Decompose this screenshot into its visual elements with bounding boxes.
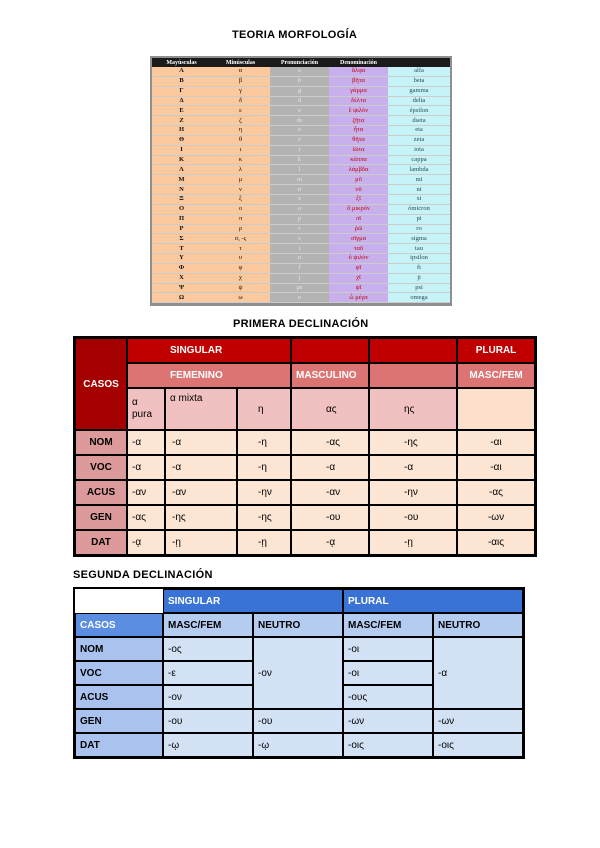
- alphabet-row: [152, 224, 450, 234]
- alphabet-pronunciation-cell: t: [270, 244, 329, 254]
- alphabet-pronunciation-cell: o: [270, 293, 329, 303]
- alphabet-transliteration-cell: fi: [388, 263, 450, 273]
- sg-masc-fem-cell: -ος: [163, 637, 253, 661]
- alphabet-uppercase-cell: Ε: [152, 106, 211, 116]
- alphabet-row: [152, 86, 450, 96]
- singular-header-spacer: [369, 338, 457, 363]
- alphabet-transliteration-cell: eta: [388, 126, 450, 136]
- primera-ending-cell: -α: [291, 455, 369, 480]
- alphabet-row: [152, 135, 450, 145]
- alphabet-lowercase-cell: υ: [211, 254, 270, 264]
- alphabet-pronunciation-cell: u: [270, 254, 329, 264]
- alphabet-lowercase-cell: ρ: [211, 224, 270, 234]
- alphabet-lowercase-cell: η: [211, 126, 270, 136]
- alphabet-transliteration-cell: zeta: [388, 135, 450, 145]
- segunda-row: [75, 733, 523, 757]
- alphabet-uppercase-cell: Μ: [152, 175, 211, 185]
- greek-alphabet-image: [150, 56, 452, 306]
- alphabet-lowercase-cell: ο: [211, 204, 270, 214]
- alphabet-header-mayusculas: Mayúsculas: [152, 58, 211, 67]
- alphabet-transliteration-cell: dseta: [388, 116, 450, 126]
- primera-ending-cell: -ῃ: [165, 530, 237, 555]
- alphabet-uppercase-cell: Δ: [152, 96, 211, 106]
- alphabet-transliteration-cell: pi: [388, 214, 450, 224]
- alphabet-header-denominacion: Denominación: [329, 58, 388, 67]
- alphabet-lowercase-cell: ι: [211, 145, 270, 155]
- segunda-singular-header: SINGULAR: [163, 589, 343, 613]
- alphabet-row: [152, 96, 450, 106]
- sg-masc-fem-cell: -ε: [163, 661, 253, 685]
- alphabet-row: [152, 204, 450, 214]
- sg-masc-fem-cell: -ον: [163, 685, 253, 709]
- alphabet-transliteration-cell: ro: [388, 224, 450, 234]
- alphabet-row: [152, 283, 450, 293]
- primera-ending-cell: -ῃ: [237, 530, 291, 555]
- primera-ending-cell: -αν: [291, 480, 369, 505]
- pl-neutro-cell: -οις: [433, 733, 523, 757]
- primera-declinacion-title: PRIMERA DECLINACIÓN: [233, 318, 369, 330]
- primera-ending-cell: -ας: [127, 505, 165, 530]
- pl-masc-fem-cell: -οι: [343, 637, 433, 661]
- primera-ending-cell: -α: [369, 455, 457, 480]
- alphabet-uppercase-cell: Π: [152, 214, 211, 224]
- alphabet-transliteration-cell: ni: [388, 185, 450, 195]
- alphabet-uppercase-cell: Ι: [152, 145, 211, 155]
- alphabet-row: [152, 244, 450, 254]
- primera-plural-cell: -ων: [457, 505, 535, 530]
- alphabet-transliteration-cell: tau: [388, 244, 450, 254]
- alphabet-name-cell: ἄλφα: [329, 67, 388, 76]
- alphabet-pronunciation-cell: j: [270, 273, 329, 283]
- subhead-alpha-pura: α pura: [127, 388, 165, 430]
- alphabet-uppercase-cell: Ζ: [152, 116, 211, 126]
- primera-plural-cell: -ας: [457, 480, 535, 505]
- primera-caso-nom: NOM: [75, 430, 127, 455]
- primera-plural-cell: -αι: [457, 430, 535, 455]
- alphabet-name-cell: ὖ ψιλόν: [329, 254, 388, 264]
- alphabet-transliteration-cell: cappa: [388, 155, 450, 165]
- subhead-alpha-mixta: α mixta: [165, 388, 237, 430]
- alphabet-name-cell: σῖγμα: [329, 234, 388, 244]
- alphabet-lowercase-cell: χ: [211, 273, 270, 283]
- alphabet-name-cell: βῆτα: [329, 76, 388, 86]
- segunda-caso-voc: VOC: [75, 661, 163, 685]
- subhead-eta: η: [237, 388, 291, 430]
- casos-header: CASOS: [75, 338, 127, 430]
- alphabet-name-cell: χῖ: [329, 273, 388, 283]
- alphabet-name-cell: ψῖ: [329, 283, 388, 293]
- segunda-casos-header: CASOS: [75, 613, 163, 637]
- alphabet-pronunciation-cell: r: [270, 224, 329, 234]
- alphabet-lowercase-cell: λ: [211, 165, 270, 175]
- alphabet-pronunciation-cell: ps: [270, 283, 329, 293]
- alphabet-transliteration-cell: ji: [388, 273, 450, 283]
- corner-blank: [75, 589, 163, 613]
- alphabet-row: [152, 126, 450, 136]
- alphabet-transliteration-cell: sigma: [388, 234, 450, 244]
- alphabet-name-cell: φῖ: [329, 263, 388, 273]
- masculino-header-spacer: [369, 363, 457, 388]
- alphabet-uppercase-cell: Β: [152, 76, 211, 86]
- alphabet-pronunciation-cell: o: [270, 204, 329, 214]
- alphabet-pronunciation-cell: k: [270, 155, 329, 165]
- alphabet-row: [152, 273, 450, 283]
- alphabet-pronunciation-cell: d: [270, 96, 329, 106]
- alphabet-name-cell: νῦ: [329, 185, 388, 195]
- segunda-caso-dat: DAT: [75, 733, 163, 757]
- alphabet-transliteration-cell: xi: [388, 194, 450, 204]
- alphabet-pronunciation-cell: l: [270, 165, 329, 175]
- alphabet-pronunciation-cell: a: [270, 67, 329, 76]
- primera-ending-cell: -ην: [237, 480, 291, 505]
- primera-ending-cell: -ου: [369, 505, 457, 530]
- alphabet-row: [152, 165, 450, 175]
- alphabet-lowercase-cell: τ: [211, 244, 270, 254]
- singular-header: SINGULAR: [127, 338, 291, 363]
- primera-ending-cell: -α: [165, 430, 237, 455]
- alphabet-transliteration-cell: beta: [388, 76, 450, 86]
- alphabet-uppercase-cell: Σ: [152, 234, 211, 244]
- primera-ending-cell: -η: [237, 430, 291, 455]
- alphabet-name-cell: ὂ μικρόν: [329, 204, 388, 214]
- masculino-header: MASCULINO: [291, 363, 369, 388]
- alphabet-name-cell: ῥῶ: [329, 224, 388, 234]
- alphabet-uppercase-cell: Ω: [152, 293, 211, 303]
- alphabet-transliteration-cell: psi: [388, 283, 450, 293]
- alphabet-transliteration-cell: omega: [388, 293, 450, 303]
- alphabet-row: [152, 116, 450, 126]
- alphabet-transliteration-cell: delta: [388, 96, 450, 106]
- primera-caso-acus: ACUS: [75, 480, 127, 505]
- alphabet-lowercase-cell: ν: [211, 185, 270, 195]
- alphabet-pronunciation-cell: b: [270, 76, 329, 86]
- alphabet-pronunciation-cell: e: [270, 106, 329, 116]
- pl-masc-fem-header: MASC/FEM: [343, 613, 433, 637]
- alphabet-name-cell: θῆτα: [329, 135, 388, 145]
- alphabet-pronunciation-cell: e: [270, 126, 329, 136]
- pl-neutro-cell: -ων: [433, 709, 523, 733]
- primera-row: [75, 530, 535, 555]
- alphabet-uppercase-cell: Ν: [152, 185, 211, 195]
- alphabet-row: [152, 155, 450, 165]
- subhead-es: ης: [369, 388, 457, 430]
- alphabet-uppercase-cell: Ψ: [152, 283, 211, 293]
- alphabet-name-cell: δέλτα: [329, 96, 388, 106]
- alphabet-pronunciation-cell: g: [270, 86, 329, 96]
- alphabet-uppercase-cell: Χ: [152, 273, 211, 283]
- alphabet-lowercase-cell: φ: [211, 263, 270, 273]
- primera-row: [75, 480, 535, 505]
- alphabet-pronunciation-cell: m: [270, 175, 329, 185]
- pl-masc-fem-cell: -οις: [343, 733, 433, 757]
- primera-caso-gen: GEN: [75, 505, 127, 530]
- alphabet-transliteration-cell: ipsilon: [388, 254, 450, 264]
- alphabet-name-cell: λάμβδα: [329, 165, 388, 175]
- alphabet-uppercase-cell: Υ: [152, 254, 211, 264]
- alphabet-name-cell: ἦτα: [329, 126, 388, 136]
- primera-ending-cell: -α: [127, 430, 165, 455]
- alphabet-name-cell: πῖ: [329, 214, 388, 224]
- primera-row: [75, 455, 535, 480]
- alphabet-row: [152, 145, 450, 155]
- alphabet-header-transliteration: [388, 58, 450, 67]
- alphabet-lowercase-cell: ξ: [211, 194, 270, 204]
- segunda-row: [75, 709, 523, 733]
- segunda-caso-gen: GEN: [75, 709, 163, 733]
- primera-ending-cell: -ας: [291, 430, 369, 455]
- alphabet-pronunciation-cell: p: [270, 214, 329, 224]
- alphabet-uppercase-cell: Θ: [152, 135, 211, 145]
- primera-row: [75, 430, 535, 455]
- alphabet-row: [152, 106, 450, 116]
- alphabet-lowercase-cell: ψ: [211, 283, 270, 293]
- alphabet-name-cell: γάμμα: [329, 86, 388, 96]
- alphabet-uppercase-cell: Ξ: [152, 194, 211, 204]
- alphabet-lowercase-cell: ζ: [211, 116, 270, 126]
- alphabet-lowercase-cell: ω: [211, 293, 270, 303]
- alphabet-lowercase-cell: κ: [211, 155, 270, 165]
- primera-ending-cell: -ου: [291, 505, 369, 530]
- primera-ending-cell: -ης: [369, 430, 457, 455]
- alphabet-uppercase-cell: Ο: [152, 204, 211, 214]
- alphabet-transliteration-cell: épsilon: [388, 106, 450, 116]
- sg-masc-fem-header: MASC/FEM: [163, 613, 253, 637]
- primera-ending-cell: -ᾳ: [291, 530, 369, 555]
- primera-ending-cell: -αν: [165, 480, 237, 505]
- alphabet-uppercase-cell: Ρ: [152, 224, 211, 234]
- singular-header-spacer: [291, 338, 369, 363]
- alphabet-transliteration-cell: gamma: [388, 86, 450, 96]
- pl-neutro-header: NEUTRO: [433, 613, 523, 637]
- primera-ending-cell: -ης: [165, 505, 237, 530]
- alphabet-row: [152, 234, 450, 244]
- pl-masc-fem-cell: -οι: [343, 661, 433, 685]
- primera-ending-cell: -η: [237, 455, 291, 480]
- alphabet-pronunciation-cell: s: [270, 234, 329, 244]
- greek-alphabet-table: [152, 58, 450, 303]
- masc-fem-header: MASC/FEM: [457, 363, 535, 388]
- primera-ending-cell: -α: [165, 455, 237, 480]
- femenino-header: FEMENINO: [127, 363, 291, 388]
- primera-row: [75, 505, 535, 530]
- alphabet-uppercase-cell: Λ: [152, 165, 211, 175]
- alphabet-header-pronunciacion: Pronunciación: [270, 58, 329, 67]
- alphabet-lowercase-cell: σ, -ς: [211, 234, 270, 244]
- alphabet-row: [152, 76, 450, 86]
- alphabet-pronunciation-cell: ds: [270, 116, 329, 126]
- primera-ending-cell: -ᾳ: [127, 530, 165, 555]
- alphabet-row: [152, 293, 450, 303]
- primera-caso-voc: VOC: [75, 455, 127, 480]
- alphabet-name-cell: ἒ ψιλόν: [329, 106, 388, 116]
- alphabet-name-cell: μῦ: [329, 175, 388, 185]
- alphabet-pronunciation-cell: x: [270, 194, 329, 204]
- segunda-caso-acus: ACUS: [75, 685, 163, 709]
- segunda-row: [75, 637, 523, 661]
- pl-neutro-nva-cell: -α: [433, 637, 523, 709]
- primera-plural-cell: -αις: [457, 530, 535, 555]
- alphabet-transliteration-cell: ómicron: [388, 204, 450, 214]
- alphabet-row: [152, 175, 450, 185]
- sg-neutro-cell: -ου: [253, 709, 343, 733]
- segunda-declinacion-title: SEGUNDA DECLINACIÓN: [73, 569, 213, 581]
- sg-neutro-nva-cell: -ον: [253, 637, 343, 709]
- alphabet-pronunciation-cell: n: [270, 185, 329, 195]
- alphabet-name-cell: κάππα: [329, 155, 388, 165]
- alphabet-transliteration-cell: mi: [388, 175, 450, 185]
- alphabet-lowercase-cell: ε: [211, 106, 270, 116]
- alphabet-name-cell: ξῖ: [329, 194, 388, 204]
- segunda-declinacion-table: [73, 587, 525, 759]
- alphabet-name-cell: ζῆτα: [329, 116, 388, 126]
- sg-neutro-header: NEUTRO: [253, 613, 343, 637]
- primera-ending-cell: -ην: [369, 480, 457, 505]
- alphabet-transliteration-cell: lambda: [388, 165, 450, 175]
- page-title: TEORIA MORFOLOGÍA: [232, 29, 358, 41]
- plural-subhead-blank: [457, 388, 535, 430]
- pl-masc-fem-cell: -ους: [343, 685, 433, 709]
- segunda-plural-header: PLURAL: [343, 589, 523, 613]
- alphabet-uppercase-cell: Η: [152, 126, 211, 136]
- sg-neutro-cell: -ῳ: [253, 733, 343, 757]
- alphabet-transliteration-cell: iota: [388, 145, 450, 155]
- alphabet-name-cell: ταῦ: [329, 244, 388, 254]
- primera-plural-cell: -αι: [457, 455, 535, 480]
- alphabet-uppercase-cell: Α: [152, 67, 211, 76]
- alphabet-uppercase-cell: Τ: [152, 244, 211, 254]
- alphabet-name-cell: ἰῶτα: [329, 145, 388, 155]
- alphabet-lowercase-cell: π: [211, 214, 270, 224]
- alphabet-pronunciation-cell: z: [270, 135, 329, 145]
- primera-ending-cell: -αν: [127, 480, 165, 505]
- alphabet-row: [152, 263, 450, 273]
- alphabet-pronunciation-cell: i: [270, 145, 329, 155]
- primera-ending-cell: -ης: [237, 505, 291, 530]
- alphabet-uppercase-cell: Κ: [152, 155, 211, 165]
- alphabet-transliteration-cell: alfa: [388, 67, 450, 76]
- alphabet-uppercase-cell: Φ: [152, 263, 211, 273]
- alphabet-uppercase-cell: Γ: [152, 86, 211, 96]
- alphabet-row: [152, 254, 450, 264]
- plural-header: PLURAL: [457, 338, 535, 363]
- alphabet-row: [152, 214, 450, 224]
- alphabet-pronunciation-cell: f: [270, 263, 329, 273]
- alphabet-row: [152, 67, 450, 76]
- alphabet-lowercase-cell: β: [211, 76, 270, 86]
- sg-masc-fem-cell: -ου: [163, 709, 253, 733]
- sg-masc-fem-cell: -ῳ: [163, 733, 253, 757]
- pl-masc-fem-cell: -ων: [343, 709, 433, 733]
- primera-declinacion-table: [73, 336, 537, 557]
- primera-ending-cell: -ῃ: [369, 530, 457, 555]
- primera-ending-cell: -α: [127, 455, 165, 480]
- alphabet-lowercase-cell: μ: [211, 175, 270, 185]
- alphabet-lowercase-cell: γ: [211, 86, 270, 96]
- alphabet-name-cell: ὦ μέγα: [329, 293, 388, 303]
- alphabet-row: [152, 194, 450, 204]
- alphabet-lowercase-cell: θ: [211, 135, 270, 145]
- alphabet-lowercase-cell: α: [211, 67, 270, 76]
- subhead-as: ας: [291, 388, 369, 430]
- primera-caso-dat: DAT: [75, 530, 127, 555]
- alphabet-row: [152, 185, 450, 195]
- alphabet-lowercase-cell: δ: [211, 96, 270, 106]
- segunda-caso-nom: NOM: [75, 637, 163, 661]
- alphabet-header-minusculas: Minúsculas: [211, 58, 270, 67]
